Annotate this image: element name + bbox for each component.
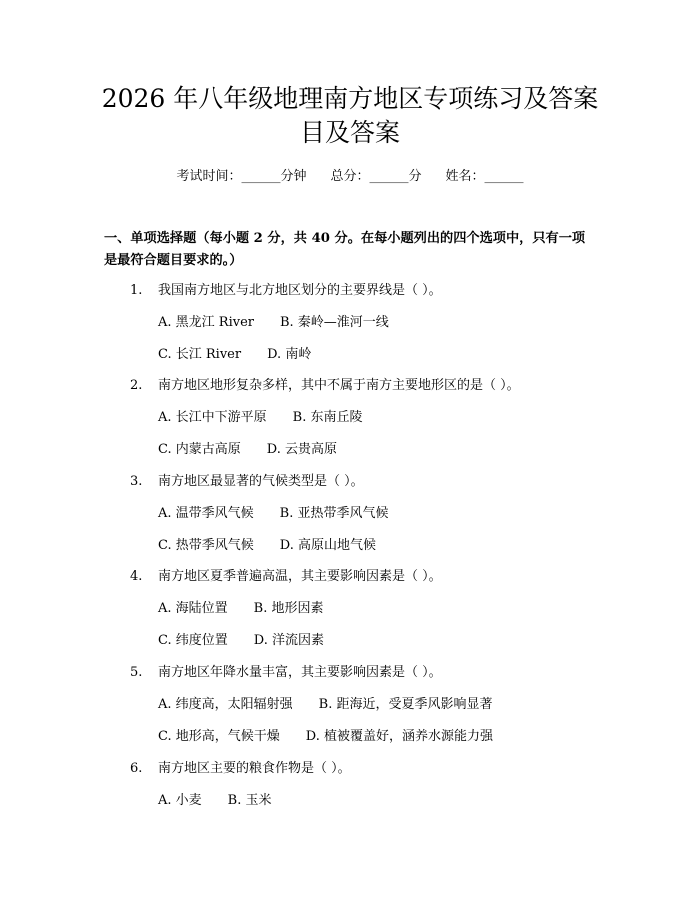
question-5 — [130, 663, 442, 683]
option-b: B. 东南丘陵 — [292, 410, 363, 425]
question-text: 南方地区地形复杂多样，其中不属于南方主要地形区的是（ ）。 — [158, 378, 520, 393]
option-a: A. 小麦 — [158, 793, 202, 808]
question-number: 4. — [130, 569, 143, 584]
section-heading: 一、单项选择题（每小题 2 分，共 40 分。在每小题列出的四个选项中，只有一项是最符合题目要求的。） — [104, 231, 586, 268]
exam-info-row — [0, 167, 700, 187]
question-5-options-row-1 — [158, 695, 492, 715]
option-d: D. 洋流因素 — [253, 633, 324, 648]
question-2-options-row-1 — [158, 408, 362, 428]
option-d: D. 高原山地气候 — [279, 538, 376, 553]
question-6 — [130, 759, 351, 779]
title-line-1: 2026 年八年级地理南方地区专项练习及答案 — [101, 84, 599, 113]
question-4 — [130, 567, 442, 587]
option-c: C. 纬度位置 — [158, 633, 228, 648]
option-d: D. 南岭 — [267, 347, 312, 362]
option-b: B. 秦岭—淮河一线 — [279, 315, 389, 330]
question-3 — [130, 472, 364, 492]
option-c: C. 地形高，气候干燥 — [158, 729, 280, 744]
exam-title — [60, 82, 640, 150]
total-score-field: 总分：______分 — [330, 169, 422, 184]
student-name-field: 姓名：______ — [445, 169, 524, 184]
option-a: A. 长江中下游平原 — [158, 410, 267, 425]
question-number: 3. — [130, 474, 143, 489]
question-1-options-row-2 — [158, 345, 311, 365]
option-b: B. 亚热带季风气候 — [279, 506, 389, 521]
option-c: C. 长江 River — [158, 347, 242, 362]
question-4-options-row-1 — [158, 599, 323, 619]
question-number: 6. — [130, 761, 143, 776]
question-2-options-row-2 — [158, 440, 337, 460]
option-b: B. 地形因素 — [253, 601, 324, 616]
question-number: 5. — [130, 665, 143, 680]
question-text: 我国南方地区与北方地区划分的主要界线是（ ）。 — [158, 283, 442, 298]
option-a: A. 海陆位置 — [158, 601, 228, 616]
question-text: 南方地区年降水量丰富，其主要影响因素是（ ）。 — [158, 665, 442, 680]
option-a: A. 纬度高，太阳辐射强 — [158, 697, 293, 712]
question-1-options-row-1 — [158, 313, 389, 333]
question-1 — [130, 281, 442, 301]
question-text: 南方地区夏季普遍高温，其主要影响因素是（ ）。 — [158, 569, 442, 584]
option-c: C. 内蒙古高原 — [158, 442, 241, 457]
question-4-options-row-2 — [158, 631, 324, 651]
question-5-options-row-2 — [158, 727, 493, 747]
option-b: B. 玉米 — [227, 793, 272, 808]
option-b: B. 距海近，受夏季风影响显著 — [318, 697, 493, 712]
option-c: C. 热带季风气候 — [158, 538, 254, 553]
question-text: 南方地区主要的粮食作物是（ ）。 — [158, 761, 351, 776]
question-3-options-row-2 — [158, 536, 376, 556]
question-2 — [130, 376, 520, 396]
option-a: A. 黑龙江 River — [158, 315, 254, 330]
question-text: 南方地区最显著的气候类型是（ ）。 — [158, 474, 364, 489]
option-a: A. 温带季风气候 — [158, 506, 254, 521]
option-d: D. 云贵高原 — [266, 442, 337, 457]
question-number: 1. — [130, 283, 143, 298]
question-number: 2. — [130, 378, 143, 393]
question-3-options-row-1 — [158, 504, 388, 524]
option-d: D. 植被覆盖好，涵养水源能力强 — [305, 729, 493, 744]
exam-time-field: 考试时间：______分钟 — [176, 169, 307, 184]
question-6-options-row-1 — [158, 791, 271, 811]
title-line-2: 目及答案 — [299, 118, 400, 147]
